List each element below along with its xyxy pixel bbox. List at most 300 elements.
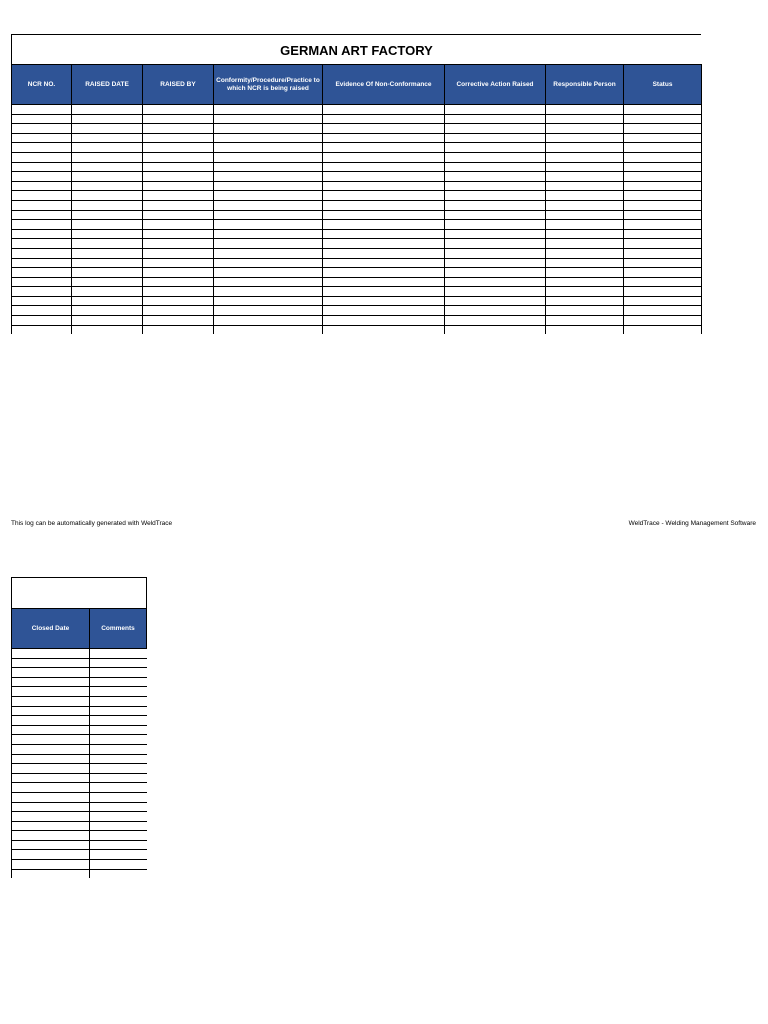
table-cell[interactable]: [546, 172, 624, 182]
table-cell[interactable]: [214, 105, 323, 115]
table-cell[interactable]: [72, 220, 143, 230]
table-cell[interactable]: [214, 210, 323, 220]
table-cell[interactable]: [624, 181, 702, 191]
table-cell[interactable]: [445, 133, 546, 143]
table-cell[interactable]: [143, 105, 214, 115]
table-cell[interactable]: [90, 840, 147, 850]
table-cell[interactable]: [624, 239, 702, 249]
table-row: [12, 821, 147, 831]
table-cell[interactable]: [323, 143, 445, 153]
table-row: [12, 744, 147, 754]
table-cell[interactable]: [72, 210, 143, 220]
table-cell[interactable]: [323, 306, 445, 316]
col-ncr-no: NCR NO.: [12, 65, 72, 105]
table-row: [12, 220, 702, 230]
table-cell[interactable]: [323, 325, 445, 334]
table-cell[interactable]: [72, 152, 143, 162]
table-cell[interactable]: [12, 248, 72, 258]
table-cell[interactable]: [323, 105, 445, 115]
table-cell[interactable]: [214, 191, 323, 201]
table-cell[interactable]: [72, 287, 143, 297]
table-cell[interactable]: [12, 133, 72, 143]
table-cell[interactable]: [445, 181, 546, 191]
table-cell[interactable]: [546, 239, 624, 249]
table-cell[interactable]: [90, 706, 147, 716]
table-cell[interactable]: [72, 296, 143, 306]
table-cell[interactable]: [12, 316, 72, 326]
table-cell[interactable]: [12, 105, 72, 115]
col-closed-date: Closed Date: [12, 609, 90, 649]
col-raised-by: RAISED BY: [143, 65, 214, 105]
table-cell[interactable]: [214, 325, 323, 334]
table-row: [12, 316, 702, 326]
table-cell[interactable]: [12, 744, 90, 754]
table-cell[interactable]: [445, 316, 546, 326]
table-cell[interactable]: [323, 172, 445, 182]
table-cell[interactable]: [90, 773, 147, 783]
table-cell[interactable]: [12, 869, 90, 878]
table-cell[interactable]: [546, 105, 624, 115]
table-cell[interactable]: [624, 316, 702, 326]
ncr-log-table: [11, 64, 702, 334]
footer-software: WeldTrace - Welding Management Software: [628, 520, 756, 527]
table-cell[interactable]: [90, 869, 147, 878]
table-row: [12, 258, 702, 268]
table-cell[interactable]: [12, 812, 90, 822]
table-cell[interactable]: [12, 687, 90, 697]
table-cell[interactable]: [546, 162, 624, 172]
table-cell[interactable]: [90, 764, 147, 774]
table-cell[interactable]: [214, 114, 323, 124]
table-row: [12, 287, 702, 297]
table-cell[interactable]: [445, 191, 546, 201]
table-cell[interactable]: [143, 181, 214, 191]
table-row: [12, 840, 147, 850]
table-cell[interactable]: [12, 860, 90, 870]
table-cell[interactable]: [323, 316, 445, 326]
ncr-log-body: [12, 105, 702, 334]
table-cell[interactable]: [72, 277, 143, 287]
table-cell[interactable]: [445, 306, 546, 316]
table-cell[interactable]: [214, 172, 323, 182]
table-row: [12, 677, 147, 687]
table-cell[interactable]: [546, 258, 624, 268]
table-cell[interactable]: [90, 754, 147, 764]
table-cell[interactable]: [546, 114, 624, 124]
table-cell[interactable]: [72, 316, 143, 326]
table-cell[interactable]: [214, 162, 323, 172]
table-cell[interactable]: [445, 152, 546, 162]
table-cell[interactable]: [624, 114, 702, 124]
table-cell[interactable]: [12, 735, 90, 745]
table-cell[interactable]: [90, 744, 147, 754]
table-row: [12, 687, 147, 697]
table-cell[interactable]: [546, 124, 624, 134]
table-cell[interactable]: [214, 239, 323, 249]
table-cell[interactable]: [72, 181, 143, 191]
table-cell[interactable]: [323, 220, 445, 230]
table-cell[interactable]: [143, 133, 214, 143]
col-comments: Comments: [90, 609, 147, 649]
table-cell[interactable]: [214, 124, 323, 134]
table-cell[interactable]: [214, 152, 323, 162]
table-cell[interactable]: [90, 735, 147, 745]
table-cell[interactable]: [445, 277, 546, 287]
table-cell[interactable]: [624, 258, 702, 268]
table-cell[interactable]: [624, 105, 702, 115]
table-row: [12, 268, 702, 278]
table-cell[interactable]: [546, 191, 624, 201]
table-cell[interactable]: [72, 191, 143, 201]
table-cell[interactable]: [143, 162, 214, 172]
table-row: [12, 725, 147, 735]
table-cell[interactable]: [323, 191, 445, 201]
table-cell[interactable]: [214, 268, 323, 278]
table-cell[interactable]: [12, 725, 90, 735]
table-cell[interactable]: [624, 306, 702, 316]
table-cell[interactable]: [143, 296, 214, 306]
table-cell[interactable]: [12, 783, 90, 793]
table-cell[interactable]: [12, 181, 72, 191]
table-cell[interactable]: [143, 268, 214, 278]
table-cell[interactable]: [214, 277, 323, 287]
table-row: [12, 191, 702, 201]
table-row: [12, 248, 702, 258]
table-cell[interactable]: [12, 143, 72, 153]
table-cell[interactable]: [624, 248, 702, 258]
table-cell[interactable]: [546, 220, 624, 230]
table-cell[interactable]: [12, 152, 72, 162]
table-row: [12, 229, 702, 239]
table-row: [12, 649, 147, 659]
table-cell[interactable]: [546, 287, 624, 297]
table-cell[interactable]: [90, 821, 147, 831]
table-row: [12, 277, 702, 287]
table-cell[interactable]: [214, 296, 323, 306]
table-row: [12, 306, 702, 316]
table-cell[interactable]: [12, 172, 72, 182]
table-cell[interactable]: [12, 696, 90, 706]
table-cell[interactable]: [546, 210, 624, 220]
table-cell[interactable]: [90, 725, 147, 735]
table-cell[interactable]: [90, 812, 147, 822]
table-row: [12, 658, 147, 668]
table-cell[interactable]: [90, 668, 147, 678]
table-cell[interactable]: [546, 200, 624, 210]
table-cell[interactable]: [72, 124, 143, 134]
table-cell[interactable]: [624, 296, 702, 306]
table-cell[interactable]: [72, 325, 143, 334]
table-cell[interactable]: [90, 860, 147, 870]
table-cell[interactable]: [143, 220, 214, 230]
table-cell[interactable]: [445, 124, 546, 134]
table-cell[interactable]: [546, 316, 624, 326]
table-cell[interactable]: [214, 143, 323, 153]
table-cell[interactable]: [143, 277, 214, 287]
table-cell[interactable]: [90, 783, 147, 793]
table-cell[interactable]: [624, 287, 702, 297]
table-cell[interactable]: [90, 649, 147, 659]
table-cell[interactable]: [445, 239, 546, 249]
table-cell[interactable]: [323, 296, 445, 306]
table-cell[interactable]: [214, 306, 323, 316]
continuation-table: [11, 608, 147, 878]
table-row: [12, 831, 147, 841]
table-cell[interactable]: [12, 658, 90, 668]
table-cell[interactable]: [445, 258, 546, 268]
table-cell[interactable]: [546, 325, 624, 334]
table-cell[interactable]: [12, 802, 90, 812]
col-conformity: Conformity/Procedure/Practice to which NCR is being raised: [214, 65, 323, 105]
table-cell[interactable]: [624, 162, 702, 172]
table-cell[interactable]: [546, 152, 624, 162]
table-cell[interactable]: [445, 200, 546, 210]
table-row: [12, 114, 702, 124]
table-cell[interactable]: [624, 143, 702, 153]
table-cell[interactable]: [624, 220, 702, 230]
table-cell[interactable]: [12, 210, 72, 220]
table-cell[interactable]: [214, 248, 323, 258]
table-cell[interactable]: [214, 200, 323, 210]
table-cell[interactable]: [323, 258, 445, 268]
table-cell[interactable]: [12, 277, 72, 287]
table-cell[interactable]: [12, 821, 90, 831]
table-cell[interactable]: [12, 668, 90, 678]
table-cell[interactable]: [624, 325, 702, 334]
table-cell[interactable]: [546, 306, 624, 316]
table-cell[interactable]: [445, 162, 546, 172]
table-cell[interactable]: [12, 162, 72, 172]
table-cell[interactable]: [624, 172, 702, 182]
table-row: [12, 143, 702, 153]
table-cell[interactable]: [12, 258, 72, 268]
footer-note: This log can be automatically generated with WeldTrace: [11, 520, 173, 527]
table-cell[interactable]: [546, 133, 624, 143]
table-cell[interactable]: [12, 325, 72, 334]
table-row: [12, 181, 702, 191]
table-cell[interactable]: [143, 200, 214, 210]
table-cell[interactable]: [72, 162, 143, 172]
table-cell[interactable]: [624, 133, 702, 143]
table-cell[interactable]: [12, 764, 90, 774]
table-cell[interactable]: [546, 229, 624, 239]
table-cell[interactable]: [445, 296, 546, 306]
table-cell[interactable]: [624, 124, 702, 134]
table-cell[interactable]: [72, 306, 143, 316]
table-cell[interactable]: [546, 143, 624, 153]
table-cell[interactable]: [214, 287, 323, 297]
table-cell[interactable]: [90, 696, 147, 706]
table-cell[interactable]: [323, 133, 445, 143]
table-cell[interactable]: [445, 268, 546, 278]
table-row: [12, 706, 147, 716]
table-cell[interactable]: [12, 220, 72, 230]
table-row: [12, 105, 702, 115]
col-raised-date: RAISED DATE: [72, 65, 143, 105]
table-cell[interactable]: [323, 210, 445, 220]
table-cell[interactable]: [323, 124, 445, 134]
table-cell[interactable]: [12, 840, 90, 850]
table-row: [12, 200, 702, 210]
table-cell[interactable]: [12, 124, 72, 134]
table-cell[interactable]: [546, 296, 624, 306]
table-cell[interactable]: [624, 268, 702, 278]
table-cell[interactable]: [323, 268, 445, 278]
table-row: [12, 773, 147, 783]
sheet-title: [11, 34, 701, 66]
table-cell[interactable]: [90, 716, 147, 726]
table-cell[interactable]: [323, 239, 445, 249]
table-cell[interactable]: [445, 220, 546, 230]
table-cell[interactable]: [72, 268, 143, 278]
table-cell[interactable]: [72, 105, 143, 115]
table-cell[interactable]: [12, 229, 72, 239]
table-cell[interactable]: [214, 316, 323, 326]
table-cell[interactable]: [624, 277, 702, 287]
table-cell[interactable]: [12, 677, 90, 687]
table-row: [12, 696, 147, 706]
table-cell[interactable]: [143, 229, 214, 239]
table-row: [12, 668, 147, 678]
table-cell[interactable]: [214, 220, 323, 230]
table-cell[interactable]: [546, 268, 624, 278]
table-cell[interactable]: [12, 191, 72, 201]
table-cell[interactable]: [90, 831, 147, 841]
table-row: [12, 792, 147, 802]
table-cell[interactable]: [445, 172, 546, 182]
table-cell[interactable]: [12, 706, 90, 716]
col-responsible-person: Responsible Person: [546, 65, 624, 105]
table-row: [12, 133, 702, 143]
table-cell[interactable]: [72, 258, 143, 268]
table-cell[interactable]: [12, 200, 72, 210]
table-cell[interactable]: [12, 850, 90, 860]
table-row: [12, 716, 147, 726]
table-cell[interactable]: [72, 143, 143, 153]
table-cell[interactable]: [143, 248, 214, 258]
table-row: [12, 296, 702, 306]
table-cell[interactable]: [445, 105, 546, 115]
table-cell[interactable]: [323, 114, 445, 124]
table-cell[interactable]: [624, 152, 702, 162]
table-row: [12, 860, 147, 870]
table-cell[interactable]: [445, 287, 546, 297]
table-cell[interactable]: [72, 200, 143, 210]
table-cell[interactable]: [12, 296, 72, 306]
table-row: [12, 812, 147, 822]
table-cell[interactable]: [323, 287, 445, 297]
table-cell[interactable]: [546, 277, 624, 287]
table-cell[interactable]: [12, 773, 90, 783]
continuation-title-box: [11, 577, 147, 609]
table-cell[interactable]: [72, 229, 143, 239]
table-cell[interactable]: [546, 248, 624, 258]
table-cell[interactable]: [143, 287, 214, 297]
table-cell[interactable]: [445, 143, 546, 153]
table-row: [12, 764, 147, 774]
table-cell[interactable]: [90, 687, 147, 697]
table-cell[interactable]: [323, 152, 445, 162]
table-cell[interactable]: [143, 152, 214, 162]
table-row: [12, 210, 702, 220]
table-row: [12, 802, 147, 812]
table-cell[interactable]: [624, 200, 702, 210]
table-cell[interactable]: [323, 229, 445, 239]
table-cell[interactable]: [72, 133, 143, 143]
table-cell[interactable]: [90, 658, 147, 668]
table-row: [12, 239, 702, 249]
table-row: [12, 850, 147, 860]
table-cell[interactable]: [90, 677, 147, 687]
table-cell[interactable]: [143, 124, 214, 134]
table-cell[interactable]: [143, 306, 214, 316]
table-cell[interactable]: [90, 850, 147, 860]
table-row: [12, 735, 147, 745]
table-cell[interactable]: [143, 325, 214, 334]
table-cell[interactable]: [90, 792, 147, 802]
table-cell[interactable]: [12, 831, 90, 841]
table-cell[interactable]: [624, 191, 702, 201]
table-cell[interactable]: [143, 210, 214, 220]
table-cell[interactable]: [143, 191, 214, 201]
table-row: [12, 172, 702, 182]
header-row: [12, 65, 702, 105]
table-cell[interactable]: [323, 277, 445, 287]
table-cell[interactable]: [445, 114, 546, 124]
table-cell[interactable]: [12, 239, 72, 249]
table-cell[interactable]: [214, 181, 323, 191]
table-cell[interactable]: [72, 239, 143, 249]
table-cell[interactable]: [12, 792, 90, 802]
table-cell[interactable]: [143, 258, 214, 268]
table-cell[interactable]: [323, 200, 445, 210]
table-cell[interactable]: [12, 649, 90, 659]
table-cell[interactable]: [143, 143, 214, 153]
table-row: [12, 783, 147, 793]
table-cell[interactable]: [214, 258, 323, 268]
table-cell[interactable]: [12, 716, 90, 726]
table-cell[interactable]: [12, 306, 72, 316]
table-cell[interactable]: [546, 181, 624, 191]
table-cell[interactable]: [445, 210, 546, 220]
table-cell[interactable]: [143, 239, 214, 249]
table-cell[interactable]: [72, 172, 143, 182]
table-cell[interactable]: [12, 754, 90, 764]
table-cell[interactable]: [12, 287, 72, 297]
table-row: [12, 152, 702, 162]
table-cell[interactable]: [624, 210, 702, 220]
table-cell[interactable]: [143, 114, 214, 124]
table-cell[interactable]: [72, 248, 143, 258]
table-cell[interactable]: [12, 114, 72, 124]
table-cell[interactable]: [624, 229, 702, 239]
table-row: [12, 754, 147, 764]
table-cell[interactable]: [445, 229, 546, 239]
table-cell[interactable]: [143, 316, 214, 326]
table-cell[interactable]: [323, 181, 445, 191]
table-cell[interactable]: [323, 248, 445, 258]
table-cell[interactable]: [90, 802, 147, 812]
table-cell[interactable]: [323, 162, 445, 172]
table-cell[interactable]: [214, 229, 323, 239]
table-cell[interactable]: [445, 248, 546, 258]
continuation-header-row: [12, 609, 147, 649]
table-cell[interactable]: [143, 172, 214, 182]
table-cell[interactable]: [214, 133, 323, 143]
table-cell[interactable]: [72, 114, 143, 124]
table-cell[interactable]: [12, 268, 72, 278]
table-cell[interactable]: [445, 325, 546, 334]
